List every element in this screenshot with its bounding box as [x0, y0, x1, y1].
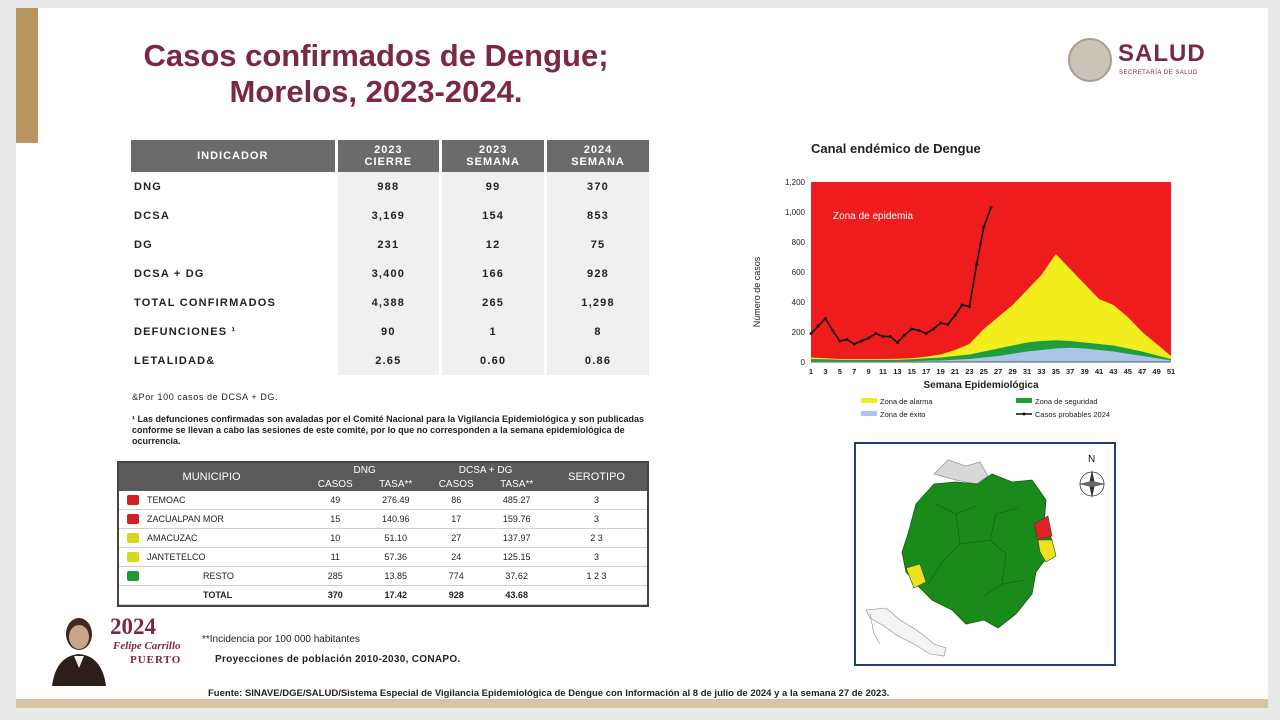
total-dcsa-casos: 928: [425, 586, 487, 605]
header-tasa: TASA**: [487, 477, 546, 491]
indicator-value: 3,400: [336, 259, 441, 288]
emblem-place: PUERTO: [130, 654, 182, 666]
indicator-value: 99: [441, 172, 546, 201]
header-casos: CASOS: [425, 477, 487, 491]
municipio-serotipo: 2 3: [546, 529, 647, 548]
status-cell: [119, 510, 143, 529]
header-sub: SEMANA: [571, 156, 625, 168]
municipio-row: [119, 529, 647, 548]
indicator-row: [131, 259, 649, 288]
total-dcsa-tasa: 43.68: [487, 586, 546, 605]
indicator-value: 1: [441, 317, 546, 346]
municipio-dng-casos: 15: [304, 510, 366, 529]
cases-2024-point: [961, 304, 964, 307]
municipio-total-row: [119, 586, 647, 605]
status-square-icon: [127, 571, 139, 581]
emblem-name: Felipe Carrillo: [113, 640, 181, 652]
legend-swatch: [861, 398, 877, 403]
indicator-value: 75: [546, 230, 649, 259]
municipio-row: [119, 567, 647, 586]
chart-title: Canal endémico de Dengue: [811, 141, 981, 156]
compass-icon: [1078, 470, 1106, 498]
legend-label: Casos probables 2024: [1035, 410, 1111, 419]
y-tick-label: 800: [791, 238, 805, 247]
indicator-row: [131, 317, 649, 346]
cases-2024-point: [853, 343, 856, 346]
municipio-table: [119, 463, 647, 605]
total-serotipo-cell: [546, 586, 647, 605]
indicator-value: 3,169: [336, 201, 441, 230]
x-tick-label: 31: [1022, 367, 1032, 376]
municipio-dcsa-casos: 24: [425, 548, 487, 567]
x-tick-label: 45: [1123, 367, 1132, 376]
indicator-value: 988: [336, 172, 441, 201]
cases-2024-point: [975, 263, 978, 266]
letalidad-note: &Por 100 casos de DCSA + DG.: [132, 392, 279, 402]
x-tick-label: 9: [866, 367, 871, 376]
municipio-serotipo: 3: [546, 510, 647, 529]
total-blank-cell: [119, 586, 143, 605]
indicator-label: DNG: [134, 180, 163, 193]
x-tick-label: 1: [808, 367, 814, 376]
x-tick-label: 21: [950, 367, 960, 376]
legend-swatch: [1016, 398, 1032, 403]
indicator-value: 8: [546, 317, 649, 346]
municipio-dcsa-tasa: 125.15: [487, 548, 546, 567]
cases-2024-point: [925, 332, 928, 335]
indicator-value: 12: [441, 230, 546, 259]
municipio-dcsa-tasa: 137.97: [487, 529, 546, 548]
municipio-dcsa-tasa: 37.62: [487, 567, 546, 586]
cases-2024-point: [932, 328, 935, 331]
municipio-dcsa-casos: 27: [425, 529, 487, 548]
indicator-value: 1,298: [546, 288, 649, 317]
incidencia-note: **Incidencia por 100 000 habitantes: [202, 634, 360, 645]
municipio-dng-tasa: 140.96: [366, 510, 425, 529]
cases-2024-point: [831, 329, 834, 332]
logo-text: SALUD: [1118, 40, 1206, 67]
seal-icon: [1068, 38, 1112, 82]
logo-subtext: SECRETARÍA DE SALUD: [1119, 70, 1198, 76]
cases-2024-point: [968, 305, 971, 308]
x-tick-label: 39: [1080, 367, 1089, 376]
north-label: N: [1088, 454, 1096, 465]
cases-2024-point: [810, 332, 813, 335]
endemic-channel-chart: [716, 158, 1186, 423]
header-sub: CIERRE: [364, 156, 413, 168]
header-indicador: INDICADOR: [131, 140, 336, 172]
x-tick-label: 19: [936, 367, 945, 376]
header-dcsa-dg: DCSA + DG: [425, 463, 546, 477]
indicator-row: [131, 230, 649, 259]
cases-2024-point: [824, 317, 827, 320]
cases-2024-point: [939, 322, 942, 325]
morelos-map: [854, 442, 1116, 666]
cases-2024-point: [846, 338, 849, 341]
legend-swatch: [861, 411, 877, 416]
cases-2024-point: [860, 340, 863, 343]
status-cell: [119, 491, 143, 510]
y-tick-label: 0: [800, 358, 805, 367]
municipio-name: RESTO: [143, 567, 304, 586]
cases-2024-point: [990, 206, 993, 209]
municipio-name: TEMOAC: [143, 491, 304, 510]
indicator-value: 0.86: [546, 346, 649, 375]
cases-2024-point: [903, 334, 906, 337]
defunciones-note: ¹ Las defunciones confirmadas son avaladas por el Comité Nacional para la Vigilancia Epidemiológica y son publicadas conforme se llevan a cabo las sesiones de este comité, por lo que no corresponden a la semana epidemiológica de ocurrencia.: [132, 414, 644, 446]
municipio-name: ZACUALPAN MOR: [143, 510, 304, 529]
legend-marker: [1023, 413, 1026, 416]
cases-2024-point: [910, 328, 913, 331]
cases-2024-point: [882, 335, 885, 338]
cases-2024-point: [918, 329, 921, 332]
indicator-value: 370: [546, 172, 649, 201]
indicator-label: TOTAL CONFIRMADOS: [134, 296, 277, 309]
cases-2024-point: [946, 323, 949, 326]
indicator-label: DEFUNCIONES ¹: [134, 325, 237, 338]
indicator-value: 0.60: [441, 346, 546, 375]
x-tick-label: 51: [1166, 367, 1176, 376]
x-tick-label: 35: [1051, 367, 1060, 376]
title-line-1: Casos confirmados de Dengue;: [143, 38, 609, 73]
indicator-label: LETALIDAD&: [134, 354, 216, 367]
municipio-dng-tasa: 51.10: [366, 529, 425, 548]
x-tick-label: 11: [879, 367, 887, 376]
x-tick-label: 27: [994, 367, 1003, 376]
legend-label: Zona de alarma: [880, 397, 933, 406]
indicator-row: [131, 201, 649, 230]
municipio-row: [119, 510, 647, 529]
municipio-dcsa-tasa: 485.27: [487, 491, 546, 510]
x-tick-label: 43: [1109, 367, 1118, 376]
legend-label: Zona de éxito: [880, 410, 926, 419]
status-cell: [119, 548, 143, 567]
x-tick-label: 15: [907, 367, 916, 376]
municipio-row: [119, 491, 647, 510]
felipe-carrillo-emblem: [38, 608, 198, 688]
indicator-value: 2.65: [336, 346, 441, 375]
municipio-dng-casos: 285: [304, 567, 366, 586]
municipio-serotipo: 1 2 3: [546, 567, 647, 586]
municipio-dng-tasa: 13.85: [366, 567, 425, 586]
cases-2024-point: [954, 314, 957, 317]
x-tick-label: 33: [1037, 367, 1046, 376]
total-dng-tasa: 17.42: [366, 586, 425, 605]
municipio-dcsa-casos: 17: [425, 510, 487, 529]
page-title: [96, 38, 656, 110]
x-tick-label: 17: [922, 367, 931, 376]
status-cell: [119, 567, 143, 586]
municipio-dng-casos: 11: [304, 548, 366, 567]
indicator-row: [131, 288, 649, 317]
municipio-dcsa-casos: 774: [425, 567, 487, 586]
status-square-icon: [127, 552, 139, 562]
x-tick-label: 13: [893, 367, 902, 376]
y-tick-label: 200: [791, 328, 805, 337]
indicator-label: DCSA + DG: [134, 267, 205, 280]
municipio-row: [119, 548, 647, 567]
slide: [16, 8, 1268, 708]
decor-left-bar: [16, 8, 38, 143]
indicator-row: [131, 172, 649, 201]
x-tick-label: 5: [837, 367, 842, 376]
header-municipio: MUNICIPIO: [119, 463, 304, 491]
cases-2024-point: [817, 325, 820, 328]
x-tick-label: 49: [1152, 367, 1161, 376]
x-tick-label: 37: [1066, 367, 1075, 376]
x-tick-label: 7: [852, 367, 857, 376]
header-tasa: TASA**: [366, 477, 425, 491]
proyecciones-note: Proyecciones de población 2010-2030, CONAPO.: [215, 654, 461, 665]
morelos-map-svg: [856, 444, 1114, 664]
header-2023-semana: [441, 140, 546, 172]
municipio-dng-tasa: 276.49: [366, 491, 425, 510]
header-2024-semana: [546, 140, 649, 172]
legend-label: Zona de seguridad: [1035, 397, 1098, 406]
salud-logo: [1068, 38, 1228, 84]
y-axis-label: Número de casos: [752, 256, 762, 328]
x-tick-label: 47: [1138, 367, 1147, 376]
municipio-table-wrap: [117, 461, 649, 607]
status-square-icon: [127, 514, 139, 524]
municipio-name: JANTETELCO: [143, 548, 304, 567]
indicator-value: 265: [441, 288, 546, 317]
header-dng: DNG: [304, 463, 425, 477]
y-tick-label: 600: [791, 268, 805, 277]
header-year: 2023: [478, 144, 508, 156]
cases-2024-point: [982, 226, 985, 229]
municipio-dng-casos: 10: [304, 529, 366, 548]
y-tick-label: 1,000: [784, 208, 805, 217]
municipio-dng-casos: 49: [304, 491, 366, 510]
x-tick-label: 23: [965, 367, 974, 376]
header-casos: CASOS: [304, 477, 366, 491]
cases-2024-point: [896, 341, 899, 344]
title-line-2: Morelos, 2023-2024.: [229, 74, 523, 109]
epidemic-zone-label: Zona de epidemia: [833, 211, 914, 222]
municipio-serotipo: 3: [546, 548, 647, 567]
header-sub: SEMANA: [466, 156, 520, 168]
cases-2024-point: [838, 340, 841, 343]
status-square-icon: [127, 533, 139, 543]
mexico-inset-map: [866, 608, 946, 656]
x-tick-label: 3: [823, 367, 828, 376]
municipio-dcsa-casos: 86: [425, 491, 487, 510]
indicator-table: [131, 140, 649, 375]
municipio-serotipo: 3: [546, 491, 647, 510]
status-cell: [119, 529, 143, 548]
map-municipalities-green: [902, 474, 1052, 628]
y-tick-label: 400: [791, 298, 805, 307]
indicator-value: 154: [441, 201, 546, 230]
x-tick-label: 41: [1094, 367, 1104, 376]
indicator-value: 928: [546, 259, 649, 288]
cases-2024-point: [867, 337, 870, 340]
x-axis-label: Semana Epidemiológica: [923, 380, 1039, 391]
status-square-icon: [127, 495, 139, 505]
indicator-value: 231: [336, 230, 441, 259]
header-2023-cierre: [336, 140, 441, 172]
indicator-label: DG: [134, 238, 153, 251]
y-tick-label: 1,200: [784, 178, 805, 187]
indicator-value: 4,388: [336, 288, 441, 317]
municipio-dcsa-tasa: 159.76: [487, 510, 546, 529]
x-tick-label: 29: [1008, 367, 1017, 376]
cases-2024-point: [874, 332, 877, 335]
header-year: 2023: [374, 144, 403, 156]
portrait-icon: [48, 612, 110, 686]
header-year: 2024: [583, 144, 613, 156]
indicator-value: 90: [336, 317, 441, 346]
indicator-value: 853: [546, 201, 649, 230]
decor-bottom-bar: [16, 699, 1268, 708]
municipio-dng-tasa: 57.36: [366, 548, 425, 567]
source-note: Fuente: SINAVE/DGE/SALUD/Sistema Especial de Vigilancia Epidemiológica de Dengue con Información al 8 de julio de 2024 y a la semana 27 de 2023.: [208, 688, 890, 699]
cases-2024-point: [889, 335, 892, 338]
total-name: TOTAL: [143, 586, 304, 605]
municipio-name: AMACUZAC: [143, 529, 304, 548]
indicator-row: [131, 346, 649, 375]
x-tick-label: 25: [979, 367, 988, 376]
indicator-label: DCSA: [134, 209, 170, 222]
map-north-gray: [934, 460, 988, 484]
emblem-year: 2024: [110, 614, 156, 639]
header-serotipo: SEROTIPO: [546, 463, 647, 491]
total-dng-casos: 370: [304, 586, 366, 605]
indicator-value: 166: [441, 259, 546, 288]
